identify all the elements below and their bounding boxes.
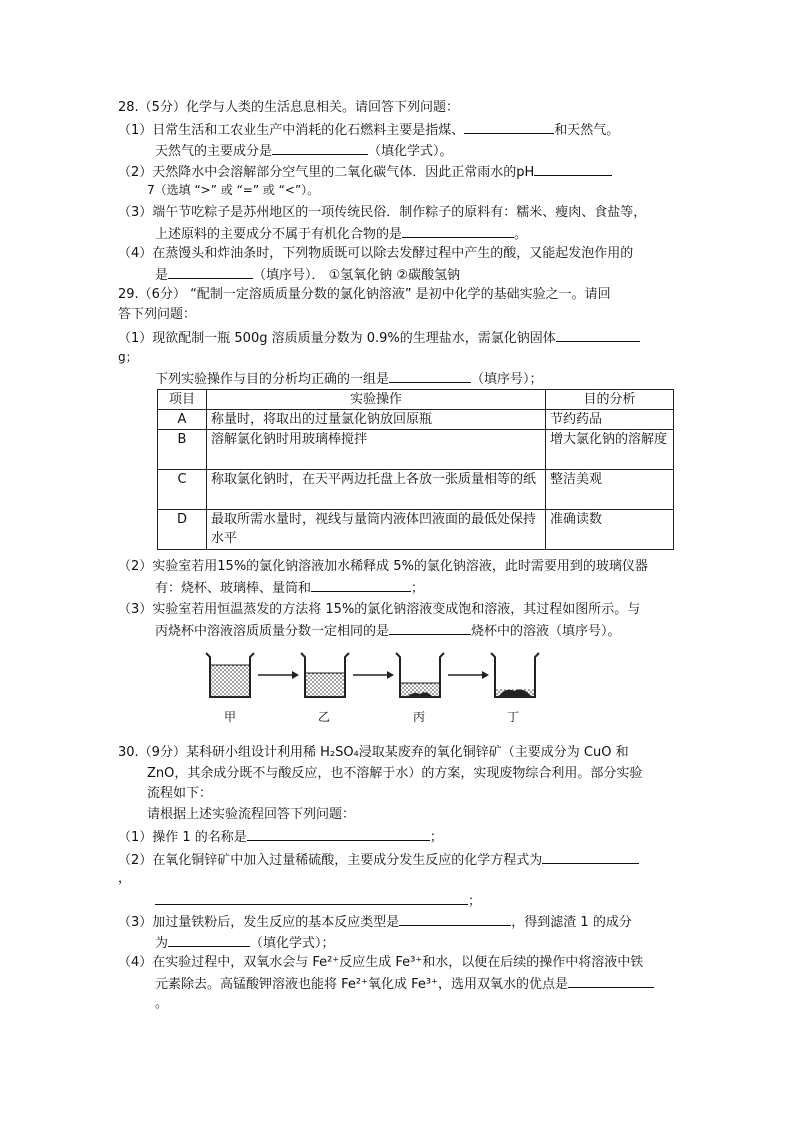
q30-part3 [118,912,632,932]
table-header: 项目 [158,390,207,410]
q28-part4: （4）在蒸馒头和炸油条时，下列物质既可以除去发酵过程中产生的酸，又能起发泡作用的 [118,246,634,261]
answer-blank[interactable] [399,912,511,926]
q29-part3-line2 [155,621,621,641]
q30-heading-line2: ZnO，其余成分既不与酸反应，也不溶解于水）的方案，实现废物综合利用。部分实验 [147,766,643,781]
table-cell: 节约药品 [546,410,674,430]
q28-part2-line2: 7（选填 “>” 或 “=” 或 “<”）。 [147,183,320,197]
q30-p4-text-b: 元素除去。高锰酸钾溶液也能将 Fe²⁺氧化成 Fe³⁺，选用双氧水的优点是 [155,977,568,992]
q29-heading-line2: 答下列问题： [118,307,197,322]
arrow-icon [258,671,299,679]
q29-p2-text-c: ； [411,581,425,596]
table-row [158,410,674,430]
q29-p3-text-c: 烧杯中的溶液（填序号）。 [471,624,621,639]
answer-blank[interactable] [311,578,411,592]
answer-blank[interactable] [272,141,368,155]
q30-p1-text-b: ； [429,830,443,845]
answer-blank[interactable] [402,224,514,238]
q29-part1-unit: g； [118,350,138,364]
q30-heading-line3: 流程如下： [147,786,213,801]
answer-blank[interactable] [247,827,430,841]
table-cell: D [158,510,207,550]
answer-blank[interactable] [534,162,612,176]
evaporation-diagram [200,645,540,705]
table-cell: 准确读数 [546,510,674,550]
answer-blank[interactable] [389,369,471,383]
table-cell: B [158,430,207,470]
q28-part3-line2 [155,224,527,244]
answer-blank[interactable] [168,265,253,279]
q30-p3-text-b: ，得到滤渣 1 的成分 [511,915,632,930]
q29-heading: 29.（6分） “配制一定溶质质量分数的氯化钠溶液” 是初中化学的基础实验之一。请回 [118,287,611,302]
q29-part3: （3）实验室若用恒温蒸发的方法将 15%的氯化钠溶液变成饱和溶液，其过程如图所示。与 [118,602,641,617]
q28-p4-text-c: （填序号）． ①氢氧化钠 ②碳酸氢钠 [253,268,461,283]
beaker-jia-icon [206,653,254,697]
table-cell: 最取所需水量时，视线与量筒内液体凹液面的最低处保持水平 [207,510,546,550]
q30-instruction: 请根据上述实验流程回答下列问题： [147,807,356,822]
q29-part1 [118,328,640,348]
q29-table-intro-b: （填序号）； [471,372,543,387]
beaker-label: 甲 [224,710,237,724]
beaker-bing-icon [396,653,444,697]
q28-part4-line2 [155,265,460,285]
table-header-row [158,390,674,410]
q28-p1-text-d: （填化学式）。 [368,144,453,159]
q29-p3-text-b: 丙烧杯中溶液溶质质量分数一定相同的是 [155,624,390,639]
q30-p1-text-a: （1）操作 1 的名称是 [118,830,247,845]
q29-p2-text-b: 有：烧杯、玻璃棒、量筒和 [155,581,312,596]
table-cell: 称量时，将取出的过量氯化钠放回原瓶 [207,410,546,430]
table-cell: 溶解氯化钠时用玻璃棒搅拌 [207,430,546,470]
experiment-table [157,389,674,550]
table-row [158,430,674,470]
q30-p3-text-a: （3）加过量铁粉后，发生反应的基本反应类型是 [118,915,400,930]
q30-p3-text-d: （填化学式）； [250,936,335,951]
q29-p1-text-a: （1）现欲配制一瓶 500g 溶质质量分数为 0.9%的生理盐水，需氯化钠固体 [118,331,556,346]
beaker-ding-icon [491,653,539,697]
table-cell: 整洁美观 [546,470,674,510]
q28-p4-text-b: 是 [155,268,169,283]
q30-part4-end: 。 [155,996,169,1011]
q28-part2 [118,162,612,182]
arrow-icon [353,671,394,679]
answer-blank[interactable] [389,621,471,635]
beaker-label: 丁 [507,710,520,724]
beaker-label: 乙 [318,710,331,724]
q28-part1-line2 [155,141,453,161]
q30-p2-text-c: ； [468,894,482,909]
q30-part3-line2 [155,933,335,953]
beaker-label: 丙 [413,710,426,724]
q30-part4: （4）在实验过程中，双氧水会与 Fe²⁺反应生成 Fe³⁺和水，以便在后续的操作中将溶液中铁 [118,955,644,970]
q28-part1 [118,120,619,140]
q28-p1-text-b: 和天然气。 [554,123,620,138]
table-row [158,470,674,510]
q28-heading: 28.（5分）化学与人类的生活息息相关。请回答下列问题： [118,100,459,115]
table-header: 目的分析 [546,390,674,410]
q29-part2: （2）实验室若用15%的氯化钠溶液加水稀释成 5%的氯化钠溶液，此时需要用到的玻璃仪器 [118,559,648,574]
answer-blank[interactable] [155,891,468,905]
table-cell: 增大氯化钠的溶解度 [546,430,674,470]
q30-p3-text-c: 为 [155,936,169,951]
q29-table-intro [155,369,543,389]
table-row [158,510,674,550]
q30-part1 [118,827,443,847]
arrow-icon [448,671,489,679]
answer-blank[interactable] [556,328,640,342]
q28-p3-text-c: 。 [514,227,528,242]
beaker-yi-icon [301,653,349,697]
table-cell: A [158,410,207,430]
q30-part2-comma: ， [118,871,132,886]
q30-part2-line3 [155,891,481,911]
q30-p2-text-a: （2）在氧化铜锌矿中加入过量稀硫酸，主要成分发生反应的化学方程式为 [118,853,543,868]
table-cell: 称取氯化钠时，在天平两边托盘上各放一张质量相等的纸 [207,470,546,510]
q28-p1-text-a: （1）日常生活和工农业生产中消耗的化石燃料主要是指煤、 [118,123,465,138]
q30-part2 [118,850,639,870]
answer-blank[interactable] [464,120,554,134]
q28-p1-text-c: 天然气的主要成分是 [155,144,273,159]
q29-table-intro-a: 下列实验操作与目的分析均正确的一组是 [155,372,390,387]
table-cell: C [158,470,207,510]
answer-blank[interactable] [542,850,639,864]
q28-p3-text-b: 上述原料的主要成分不属于有机化合物的是 [155,227,403,242]
q28-part3: （3）端午节吃粽子是苏州地区的一项传统民俗．制作粽子的原料有：糯米、瘦肉、食盐等， [118,205,647,220]
answer-blank[interactable] [568,974,654,988]
table-header: 实验操作 [207,390,546,410]
q30-heading: 30.（9分）某科研小组设计利用稀 H₂SO₄浸取某废弃的氧化铜锌矿（主要成分为 CuO 和 [118,745,629,760]
q30-part4-line2 [155,974,654,994]
q29-part2-line2 [155,578,424,598]
answer-blank[interactable] [168,933,250,947]
q28-p2-text-a: （2）天然降水中会溶解部分空气里的二氧化碳气体．因此正常雨水的pH [118,165,535,180]
